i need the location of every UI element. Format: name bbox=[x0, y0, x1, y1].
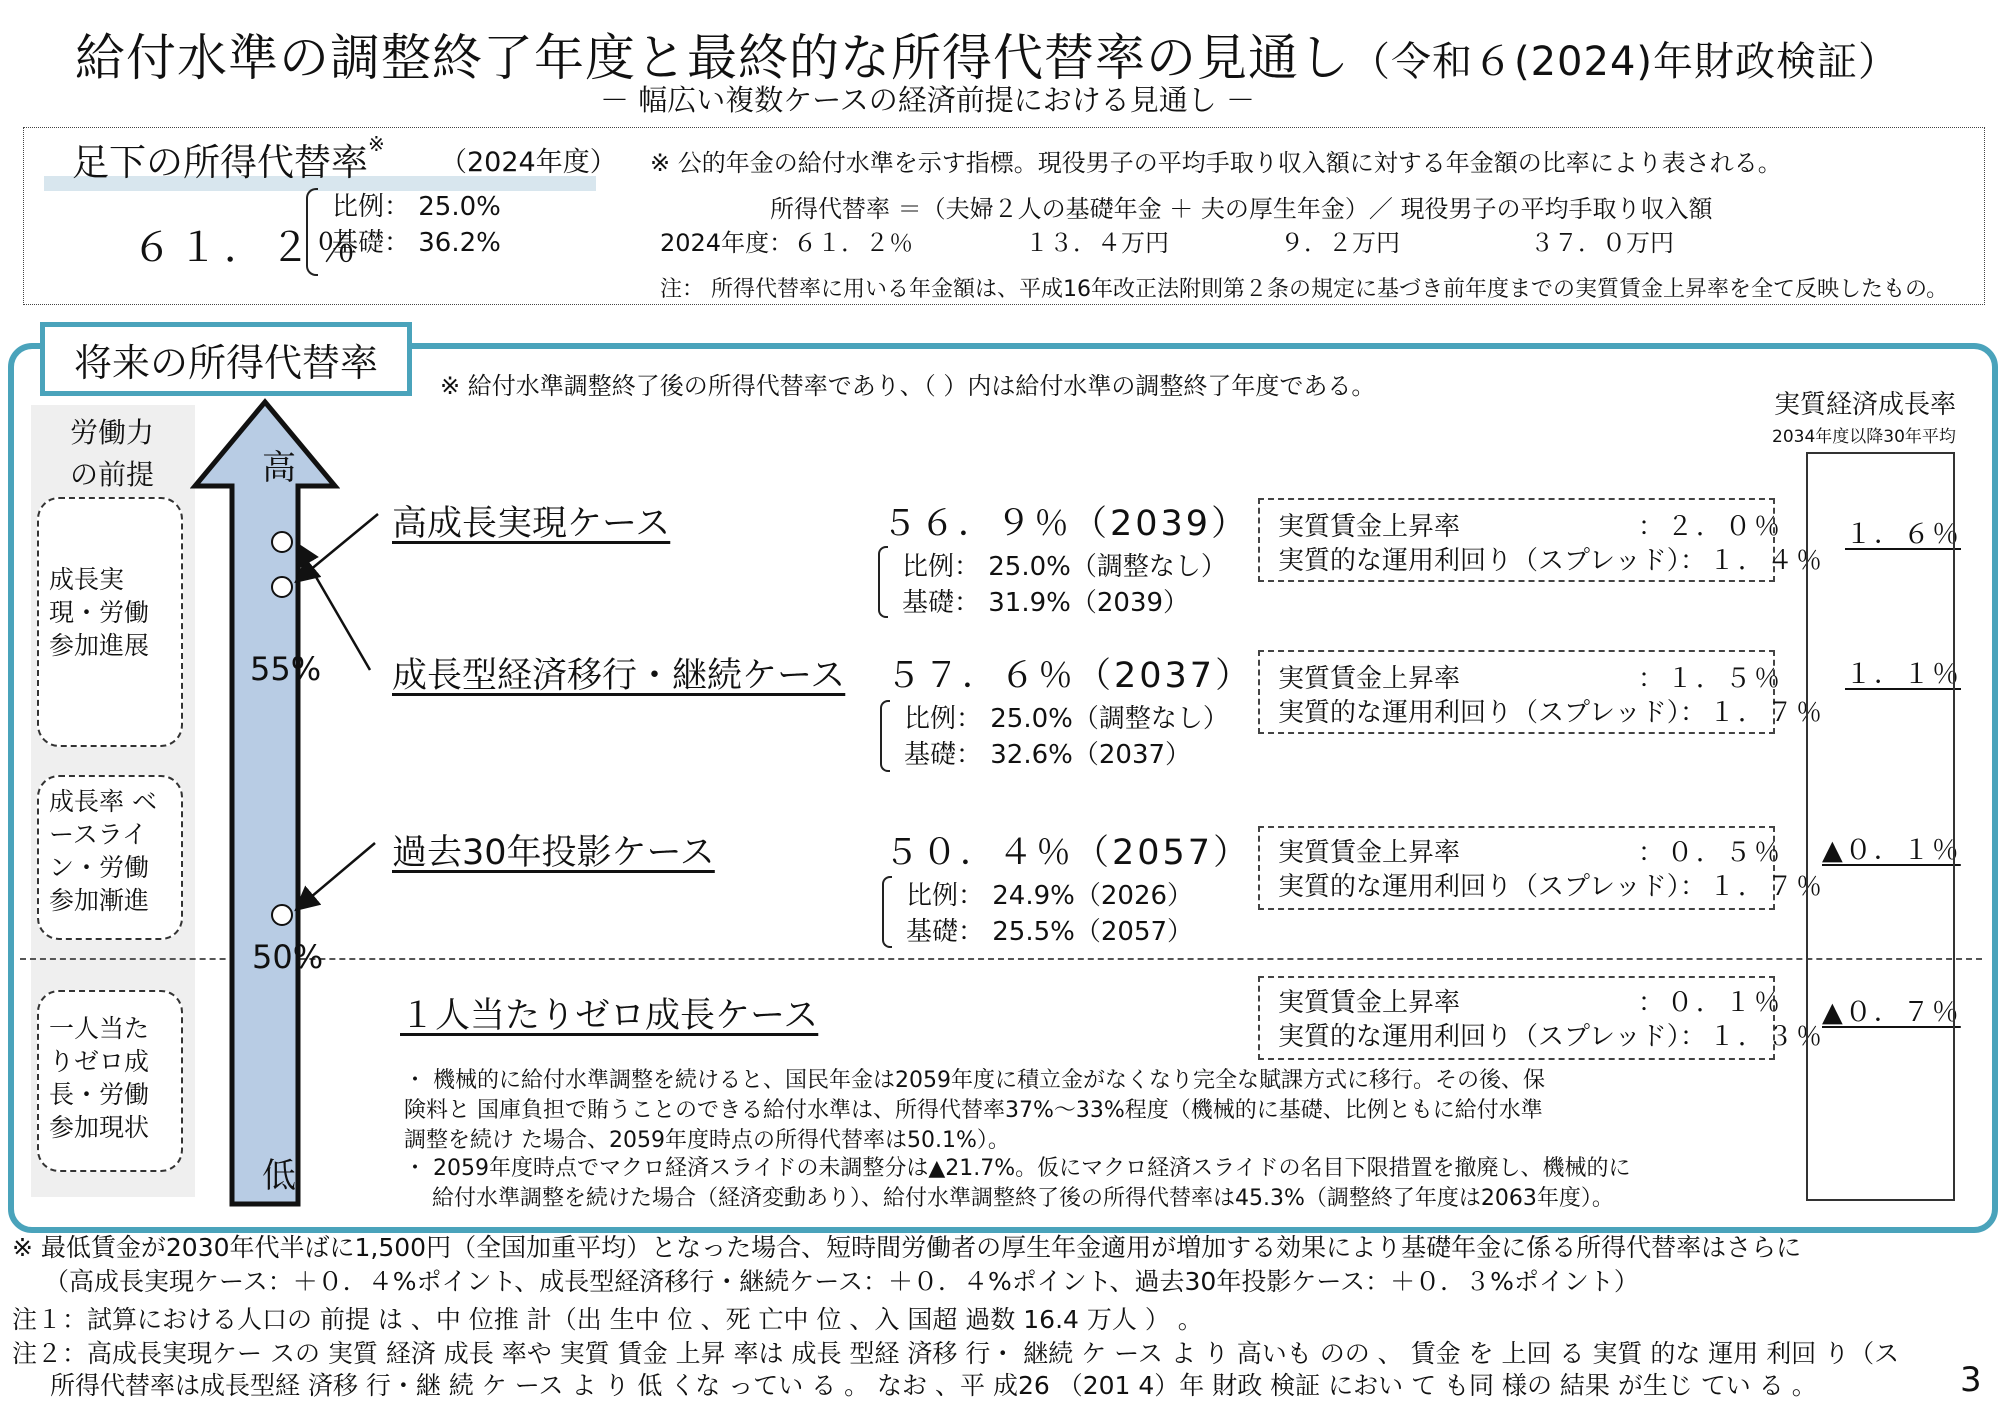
case-2-basic: 基礎： 32.6%（2037） bbox=[904, 740, 1192, 770]
current-rate-value: ６１．２％ bbox=[132, 225, 362, 271]
case-3-spread: ：１．７％ bbox=[1680, 872, 1826, 902]
case-2-spread: ：１．７％ bbox=[1680, 698, 1826, 728]
case-1-prop: 比例： 25.0%（調整なし） bbox=[902, 552, 1227, 582]
case-3-title: 過去30年投影ケース bbox=[392, 833, 715, 873]
formula-year: 2024年度：６１．２％ bbox=[660, 229, 914, 257]
case-1-wage-label: 実質賃金上昇率 bbox=[1278, 512, 1461, 542]
case-1-spread: ：１．４％ bbox=[1680, 546, 1826, 576]
case-1-spread-label: 実質的な運用利回り（スプレッド） bbox=[1278, 546, 1693, 576]
footer-min-wage-1: ※ 最低賃金が2030年代半ばに1,500円（全国加重平均）となった場合、短時間労働者の厚生年金適用が増加する効果により基礎年金に係る所得代替率はさらに bbox=[12, 1233, 1802, 1262]
footer-note-2-line-2: 所得代替率は成長型経 済移 行・継 続 ケ ース よ り 低 くな ってい る 。 なお 、平 成26 （201 4）年 財政 検証 におい て も同 様の 結果 が生じ てい る 。 bbox=[50, 1371, 1817, 1400]
case-1-wage: ：２．０％ bbox=[1638, 512, 1784, 542]
growth-heading: 実質経済成長率 bbox=[1774, 390, 1957, 420]
labor-box-3: 一人当たりゼロ成長・労働参加現状 bbox=[37, 990, 183, 1172]
case-2-title: 成長型経済移行・継続ケース bbox=[392, 656, 846, 696]
brace bbox=[882, 876, 892, 948]
arrow-high-label: 高 bbox=[262, 448, 296, 488]
footer-min-wage-2: （高成長実現ケース：＋０．４%ポイント、成長型経済移行・継続ケース：＋０．４%ポイント、過去30年投影ケース：＋０．３%ポイント） bbox=[44, 1267, 1639, 1296]
case-3-prop: 比例： 24.9%（2026） bbox=[906, 881, 1194, 911]
case-1-rate: ５６．９％（2039） bbox=[882, 504, 1250, 544]
formula: 所得代替率 ＝（夫婦２人の基礎年金 ＋ 夫の厚生年金）／ 現役男子の平均手取り収入額 bbox=[770, 195, 1713, 223]
tick-50: 50% bbox=[252, 938, 324, 976]
brace bbox=[878, 546, 888, 618]
footer-note-2-line-1: 注２：高成長実現ケー スの 実質 経済 成長 率や 実質 賃金 上昇 率は 成長 型経 済移 行・ 継続 ケ ース よ り 高いも のの 、 賃金 を 上回 る 実質 的な 運用 利回 り（ス bbox=[12, 1339, 1900, 1368]
case-3-rate: ５０．４％（2057） bbox=[884, 833, 1252, 873]
growth-subheading: 2034年度以降30年平均 bbox=[1772, 427, 1956, 447]
bullet-2: ・ 2059年度時点でマクロ経済スライドの未調整分は▲21.7%。仮にマクロ経済スライドの名目下限措置を撤廃し、機械的に 給付水準調整を続けた場合（経済変動あり）、給付水準調整終了後の所得代替率は45.3%（調整終了年度は2063年度）。 bbox=[404, 1156, 1631, 1211]
current-rate-year: （2024年度） bbox=[440, 147, 617, 178]
case-1-title: 高成長実現ケース bbox=[392, 504, 671, 544]
case-2-wage-label: 実質賃金上昇率 bbox=[1278, 664, 1461, 694]
growth-column bbox=[1806, 452, 1955, 1201]
tick-55: 55% bbox=[250, 650, 322, 688]
arrow-low-label: 低 bbox=[262, 1156, 296, 1196]
case-2-growth: １．１％ bbox=[1845, 659, 1961, 690]
future-rate-heading: 将来の所得代替率 bbox=[40, 322, 412, 396]
formula-employee-pension: ９．２万円 bbox=[1280, 229, 1400, 257]
case-1-basic: 基礎： 31.9%（2039） bbox=[902, 588, 1190, 618]
labor-box-2: 成長率 ベースライン・労働参加漸進 bbox=[37, 775, 183, 940]
future-note: ※ 給付水準調整終了後の所得代替率であり、（ ）内は給付水準の調整終了年度である。 bbox=[440, 372, 1376, 400]
brace bbox=[880, 700, 890, 772]
case-2-prop: 比例： 25.0%（調整なし） bbox=[904, 704, 1229, 734]
formula-income: ３７．０万円 bbox=[1530, 229, 1674, 257]
case-3-basic: 基礎： 25.5%（2057） bbox=[906, 917, 1194, 947]
current-rate-heading: 足下の所得代替率※ bbox=[72, 132, 385, 184]
page-subtitle: － 幅広い複数ケースの経済前提における見通し － bbox=[600, 83, 1255, 117]
current-note: ※ 公的年金の給付水準を示す指標。現役男子の平均手取り収入額に対する年金額の比率により表される。 bbox=[650, 149, 1782, 177]
case-4-wage-label: 実質賃金上昇率 bbox=[1278, 988, 1461, 1018]
case-3-wage: ：０．５％ bbox=[1638, 838, 1784, 868]
case-3-growth: ▲０．１％ bbox=[1822, 835, 1961, 866]
case-1-growth: １．６％ bbox=[1845, 519, 1961, 550]
case-2-spread-label: 実質的な運用利回り（スプレッド） bbox=[1278, 698, 1693, 728]
page-number: 3 bbox=[1960, 1360, 1982, 1400]
current-basic: 基礎： 36.2% bbox=[332, 228, 501, 258]
labor-heading: 労働力の前提 bbox=[69, 416, 154, 491]
case-4-title: １人当たりゼロ成長ケース bbox=[400, 996, 819, 1036]
labor-box-1: 成長実現・労働参加進展 bbox=[37, 497, 183, 747]
case-4-growth: ▲０．７％ bbox=[1822, 997, 1961, 1028]
bullet-1: ・ 機械的に給付水準調整を続けると、国民年金は2059年度に積立金がなくなり完全な賦課方式に移行。その後、保 険料と 国庫負担で賄うことのできる給付水準は、所得代替率37%～33%程度（機械的に基礎、比例ともに給付水準 調整を続け た場合、2059年度時点の所得代替率は50.1%）。 bbox=[404, 1068, 1545, 1153]
case-3-spread-label: 実質的な運用利回り（スプレッド） bbox=[1278, 872, 1693, 902]
case-4-spread-label: 実質的な運用利回り（スプレッド） bbox=[1278, 1022, 1693, 1052]
case-4-spread: ：１．３％ bbox=[1680, 1022, 1826, 1052]
case-3-wage-label: 実質賃金上昇率 bbox=[1278, 838, 1461, 868]
page-title: 給付水準の調整終了年度と最終的な所得代替率の見通し（令和６(2024)年財政検証） bbox=[75, 29, 1900, 87]
case-2-rate: ５７．６％（2037） bbox=[886, 656, 1254, 696]
case-2-wage: ：１．５％ bbox=[1638, 664, 1784, 694]
current-proportional: 比例： 25.0% bbox=[332, 192, 501, 222]
current-note-2: 注： 所得代替率に用いる年金額は、平成16年改正法附則第２条の規定に基づき前年度までの実質賃金上昇率を全て反映したもの。 bbox=[660, 277, 1949, 302]
footer-note-1: 注１：試算における人口の 前提 は 、中 位推 計（出 生中 位 、死 亡中 位 、入 国超 過数 16.4 万人 ） 。 bbox=[12, 1305, 1203, 1334]
formula-basic-pension: １３．４万円 bbox=[1025, 229, 1169, 257]
case-4-wage: ：０．１％ bbox=[1638, 988, 1784, 1018]
